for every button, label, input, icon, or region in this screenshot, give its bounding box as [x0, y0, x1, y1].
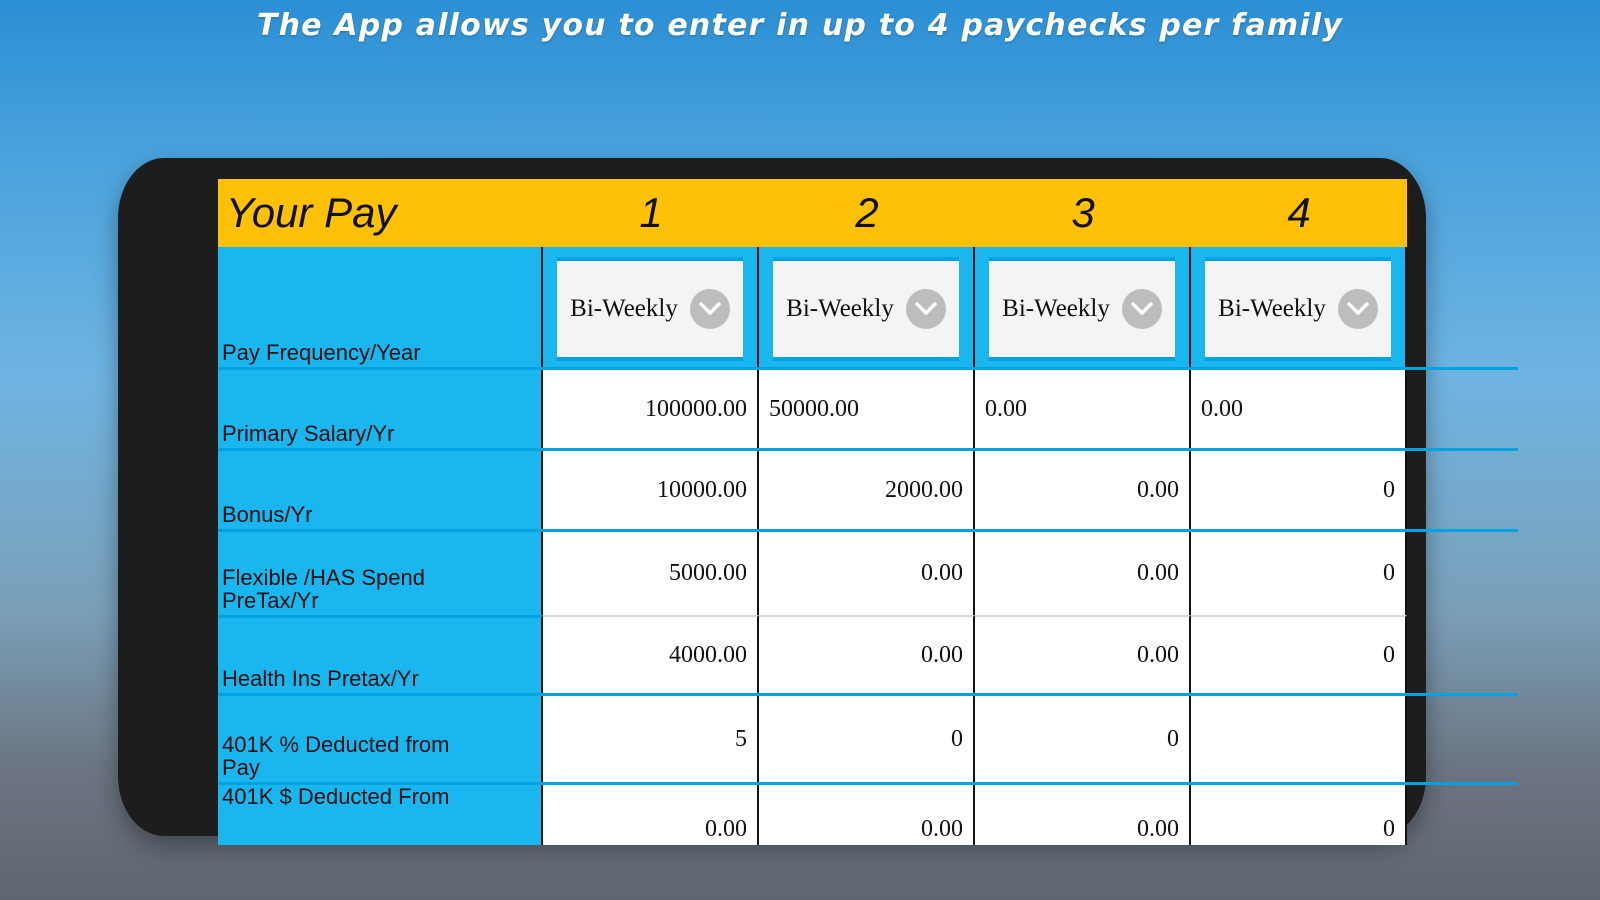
- frequency-cell-2[interactable]: [759, 247, 975, 367]
- frequency-dropdown-3[interactable]: [989, 257, 1175, 361]
- row-label-401k-percent: [218, 696, 543, 782]
- row-pay-frequency: [218, 247, 1518, 367]
- row-label-flexible-spend: [218, 532, 543, 615]
- frequency-cell-4[interactable]: [1191, 247, 1407, 367]
- cell-401k-dollar-4[interactable]: 0: [1191, 785, 1407, 845]
- cell-primary-salary-3[interactable]: 0.00: [975, 370, 1191, 448]
- frequency-value-4: Bi-Weekly: [1218, 295, 1326, 322]
- column-header-3: 3: [975, 179, 1191, 247]
- row-label-text: Bonus/Yr: [222, 502, 313, 528]
- cell-health-ins-4[interactable]: 0: [1191, 615, 1407, 693]
- frequency-cell-1[interactable]: [543, 247, 759, 367]
- row-label-401k-dollar: [218, 785, 543, 845]
- column-header-4: 4: [1191, 179, 1407, 247]
- cell-health-ins-2[interactable]: 0.00: [759, 615, 975, 693]
- column-header-1: 1: [543, 179, 759, 247]
- frequency-value-2: Bi-Weekly: [786, 295, 894, 322]
- cell-flexible-spend-4[interactable]: 0: [1191, 532, 1407, 615]
- device-screen: [218, 179, 1395, 842]
- table-row: [218, 448, 1518, 529]
- frequency-cell-3[interactable]: [975, 247, 1191, 367]
- chevron-down-icon[interactable]: [906, 289, 946, 329]
- cell-401k-percent-3[interactable]: 0: [975, 696, 1191, 782]
- table-row: [218, 782, 1518, 845]
- row-label-text-2: Pay: [222, 755, 260, 781]
- table-row: [218, 529, 1518, 615]
- row-label-text: Health Ins Pretax/Yr: [222, 666, 419, 692]
- frequency-dropdown-4[interactable]: [1205, 257, 1391, 361]
- cell-flexible-spend-2[interactable]: 0.00: [759, 532, 975, 615]
- frequency-value-1: Bi-Weekly: [570, 295, 678, 322]
- corner-header-cell: Your Pay: [218, 179, 543, 247]
- row-label-text: 401K % Deducted from: [222, 731, 450, 757]
- cell-401k-percent-2[interactable]: 0: [759, 696, 975, 782]
- cell-primary-salary-1[interactable]: 100000.00: [543, 370, 759, 448]
- cell-401k-dollar-2[interactable]: 0.00: [759, 785, 975, 845]
- row-label-pay-frequency: [218, 247, 543, 367]
- cell-bonus-4[interactable]: 0: [1191, 451, 1407, 529]
- cell-health-ins-3[interactable]: 0.00: [975, 615, 1191, 693]
- cell-health-ins-1[interactable]: 4000.00: [543, 615, 759, 693]
- cell-401k-percent-1[interactable]: 5: [543, 696, 759, 782]
- paycheck-spreadsheet: [218, 179, 1518, 845]
- chevron-down-icon[interactable]: [1122, 289, 1162, 329]
- row-label-primary-salary: [218, 370, 543, 448]
- chevron-down-icon[interactable]: [1338, 289, 1378, 329]
- column-header-2: 2: [759, 179, 975, 247]
- cell-bonus-1[interactable]: 10000.00: [543, 451, 759, 529]
- cell-401k-dollar-1[interactable]: 0.00: [543, 785, 759, 845]
- cell-primary-salary-2[interactable]: 50000.00: [759, 370, 975, 448]
- frequency-value-3: Bi-Weekly: [1002, 295, 1110, 322]
- table-row: [218, 615, 1518, 693]
- row-label-text-2: PreTax/Yr: [222, 588, 319, 614]
- page-headline: The App allows you to enter in up to 4 paychecks per family: [256, 8, 1344, 43]
- cell-bonus-3[interactable]: 0.00: [975, 451, 1191, 529]
- cell-401k-dollar-3[interactable]: 0.00: [975, 785, 1191, 845]
- table-row: [218, 693, 1518, 782]
- cell-flexible-spend-1[interactable]: 5000.00: [543, 532, 759, 615]
- cell-primary-salary-4[interactable]: 0.00: [1191, 370, 1407, 448]
- frequency-dropdown-2[interactable]: [773, 257, 959, 361]
- frequency-dropdown-1[interactable]: [557, 257, 743, 361]
- chevron-down-icon[interactable]: [690, 289, 730, 329]
- row-label-bonus: [218, 451, 543, 529]
- cell-401k-percent-4[interactable]: [1191, 696, 1407, 782]
- row-label-text: 401K $ Deducted From: [222, 784, 450, 809]
- cell-flexible-spend-3[interactable]: 0.00: [975, 532, 1191, 615]
- device-frame: [118, 158, 1426, 842]
- row-label-health-ins: [218, 615, 543, 693]
- row-label-text: Flexible /HAS Spend: [222, 564, 425, 590]
- table-header-row: [218, 179, 1518, 247]
- table-row: [218, 367, 1518, 448]
- row-label-text: Primary Salary/Yr: [222, 421, 395, 447]
- row-label-text: Pay Frequency/Year: [222, 340, 421, 366]
- cell-bonus-2[interactable]: 2000.00: [759, 451, 975, 529]
